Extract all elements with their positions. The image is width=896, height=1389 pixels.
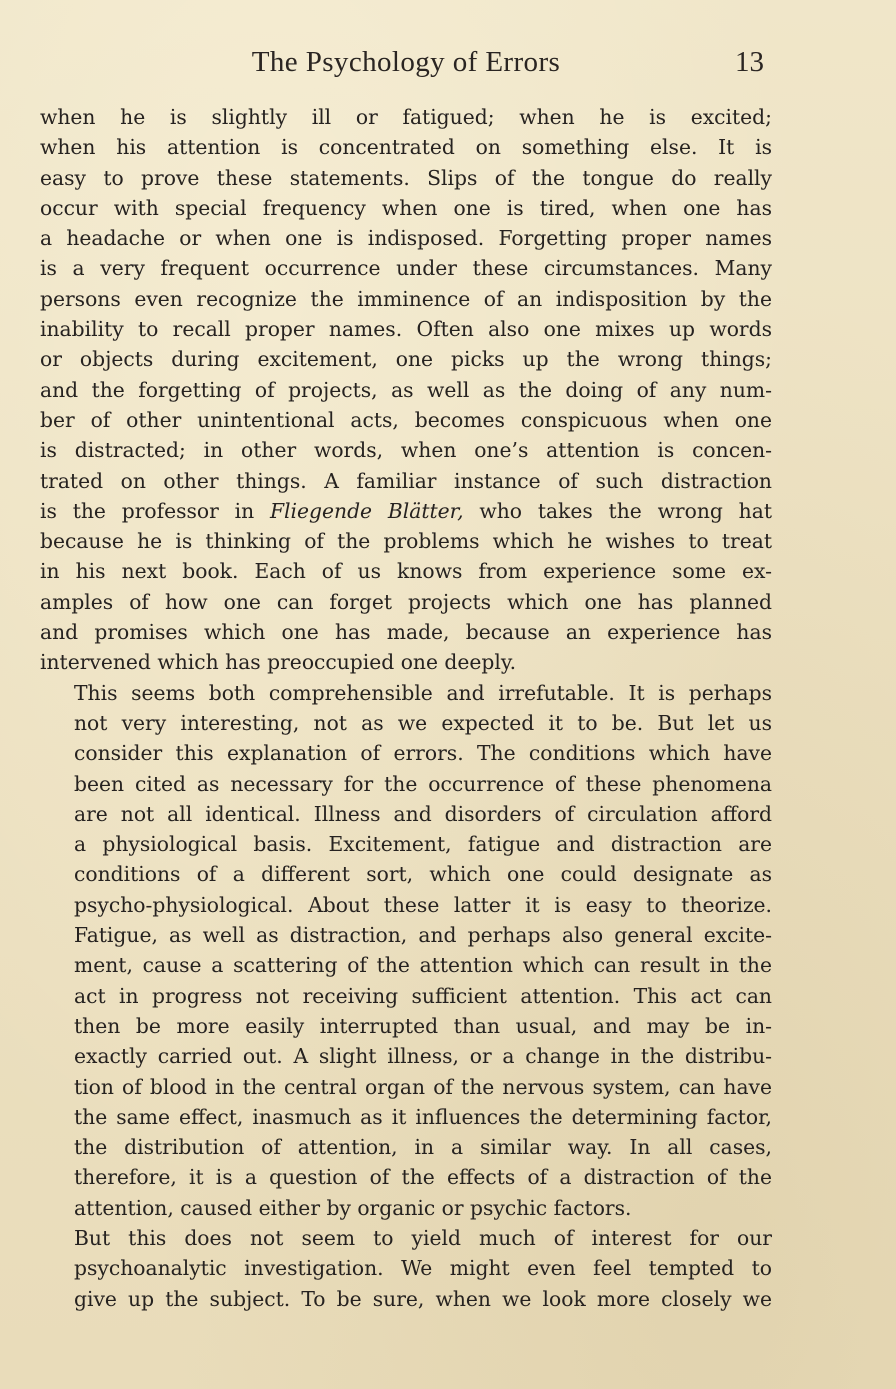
text-line: or objects during excitement, one picks up the wrong things; — [40, 347, 772, 372]
text-line: This seems both comprehensible and irrefutable. It is perhaps — [74, 680, 772, 705]
text-line: the distribution of attention, in a similar way. In all cases, — [74, 1135, 772, 1160]
text-line: occur with special frequency when one is tired, when one has — [40, 195, 772, 220]
text-line: attention, caused either by organic or psychic factors. — [74, 1195, 632, 1220]
text-line: amples of how one can forget projects which one has planned — [40, 589, 772, 614]
text-line: persons even recognize the imminence of an indisposition by the — [40, 286, 772, 311]
text-line: act in progress not receiving sufficient attention. This act can — [74, 983, 772, 1008]
text-line: not very interesting, not as we expected it to be. But let us — [74, 710, 772, 735]
text-line: consider this explanation of errors. The conditions which have — [74, 741, 772, 766]
running-head — [40, 46, 772, 86]
running-title: The Psychology of Errors — [251, 46, 561, 78]
text-line: because he is thinking of the problems which he wishes to treat — [40, 529, 772, 554]
text-line-with-italic — [40, 496, 772, 526]
page-number: 13 — [735, 46, 764, 78]
text-line: in his next book. Each of us knows from experience some ex- — [40, 559, 772, 584]
text-line: a headache or when one is indisposed. Forgetting proper names — [40, 226, 772, 251]
text-line: tion of blood in the central organ of the nervous system, can have — [74, 1074, 772, 1099]
text-line: intervened which has preoccupied one deeply. — [40, 650, 517, 675]
text-line: give up the subject. To be sure, when we look more closely we — [74, 1286, 772, 1311]
text-line: and promises which one has made, because an experience has — [40, 620, 772, 645]
text-line: and the forgetting of projects, as well as the doing of any num- — [40, 377, 772, 402]
text-line-end: who takes the wrong hat — [463, 498, 772, 523]
italic-title: Fliegende Blätter, — [269, 498, 464, 523]
text-line: the same effect, inasmuch as it influences the determining factor, — [74, 1104, 772, 1129]
text-line: Fatigue, as well as distraction, and perhaps also general excite- — [74, 923, 772, 948]
paragraph-2 — [40, 678, 772, 1223]
text-line: ment, cause a scattering of the attention which can result in the — [74, 953, 772, 978]
text-line: are not all identical. Illness and disorders of circulation afford — [74, 801, 772, 826]
text-line: when his attention is concentrated on something else. It is — [40, 135, 772, 160]
text-line: is a very frequent occurrence under these circumstances. Many — [40, 256, 772, 281]
text-line: then be more easily interrupted than usual, and may be in- — [74, 1013, 772, 1038]
text-line: But this does not seem to yield much of interest for our — [74, 1225, 772, 1250]
text-line: been cited as necessary for the occurrence of these phenomena — [74, 771, 772, 796]
text-line: ber of other unintentional acts, becomes conspicuous when one — [40, 407, 772, 432]
text-line: trated on other things. A familiar instance of such distraction — [40, 468, 772, 493]
body-text — [40, 102, 772, 1314]
text-line: inability to recall proper names. Often also one mixes up words — [40, 317, 772, 342]
text-line-start: is the professor in — [40, 498, 270, 523]
text-line: conditions of a different sort, which one could designate as — [74, 862, 772, 887]
text-line: therefore, it is a question of the effects of a distraction of the — [74, 1165, 772, 1190]
text-line: when he is slightly ill or fatigued; when he is excited; — [40, 105, 772, 129]
text-line: easy to prove these statements. Slips of the tongue do really — [40, 165, 772, 190]
text-line: exactly carried out. A slight illness, or a change in the distribu- — [74, 1044, 772, 1069]
text-line: is distracted; in other words, when one’s attention is concen- — [40, 438, 772, 463]
paragraph-3 — [40, 1223, 772, 1314]
text-line: a physiological basis. Excitement, fatigue and distraction are — [74, 832, 772, 857]
paragraph-1 — [40, 102, 772, 678]
text-line: psychoanalytic investigation. We might even feel tempted to — [74, 1256, 772, 1281]
text-line: psycho-physiological. About these latter it is easy to theorize. — [74, 892, 772, 917]
